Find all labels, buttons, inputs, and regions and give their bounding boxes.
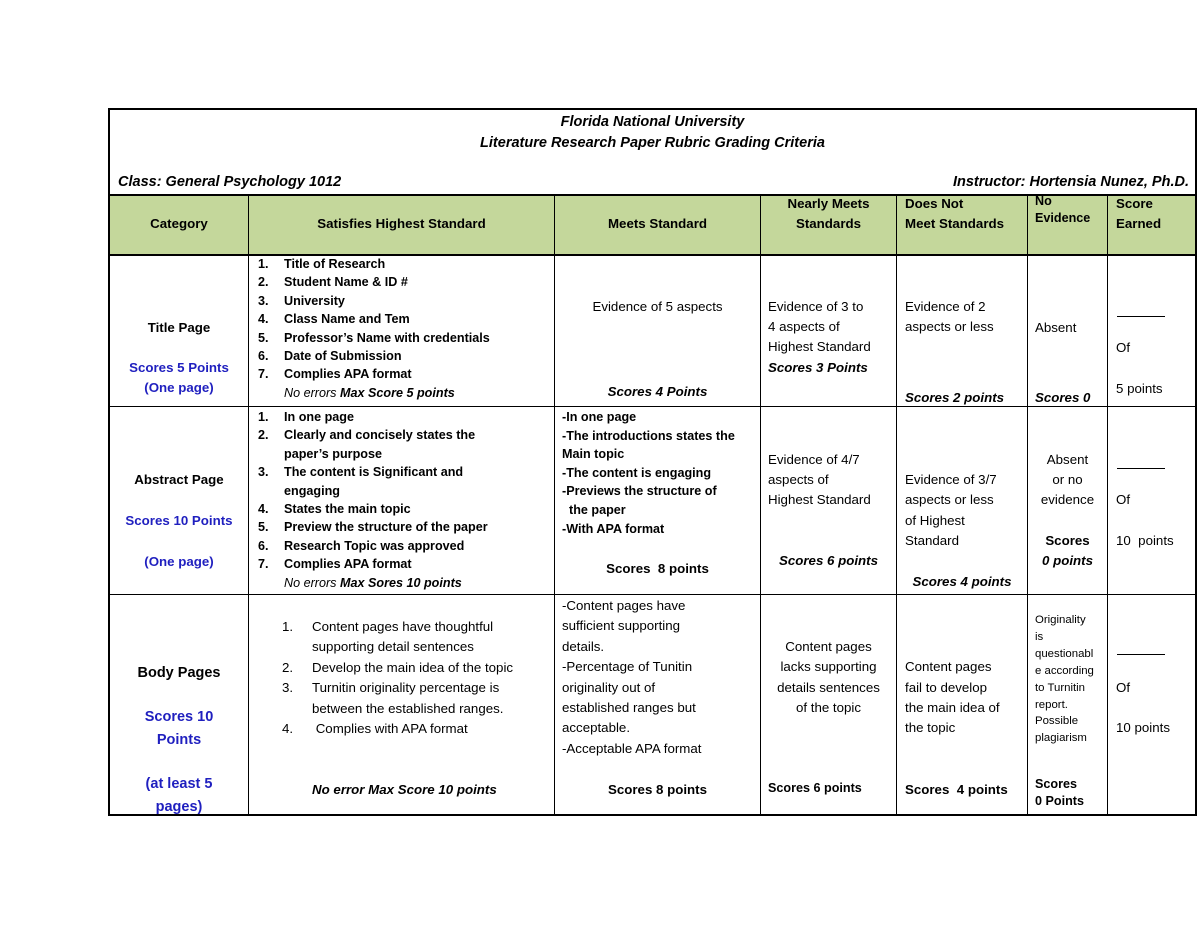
meets-list [562,408,735,538]
criteria-list [250,408,488,592]
noevidence-text: Absent [1035,320,1077,335]
nearly-score: Scores 6 points [778,553,879,568]
score-blank [1117,316,1165,317]
category-points: pages) [155,799,203,815]
noevidence-list [1035,612,1094,747]
meets-text: acceptable. [562,720,631,735]
meets-text: details. [562,639,605,654]
noevidence-text: Originality [1035,614,1086,626]
list-item: 1. In one page [258,410,354,424]
doesnot-text: of Highest [905,513,965,528]
nearly-text: 4 aspects of [768,319,840,334]
list-item: 3. The content is Significant and [258,465,464,480]
meets-text: the paper [562,502,626,517]
score-blank [1117,654,1165,655]
score-points: 5 points [1116,381,1163,396]
score-points: 10 points [1116,720,1170,735]
criteria-note: No error Max Score 10 points [312,782,497,797]
category-points: (One page) [144,380,214,395]
score-of: Of [1116,340,1131,355]
noevidence-score: 0 Points [1035,794,1084,808]
doesnot-score: Scores 4 points [912,574,1012,589]
header-nearly: Standards [795,216,862,231]
instructor-label: Instructor: Hortensia Nunez, Ph.D. [952,174,1189,190]
column-divider [1107,194,1108,814]
doesnot-text: the topic [905,720,956,735]
header-highest: Satisfies Highest Standard [317,216,486,231]
doesnot-text: fail to develop [905,680,988,695]
noevidence-text: Absent [1046,452,1089,467]
nearly-text: Highest Standard [768,492,871,507]
header-noevidence: Evidence [1035,211,1091,225]
nearly-text: details sentences [777,680,880,695]
list-item: 7. Complies APA format [258,557,412,572]
doesnot-text: Standard [905,533,959,548]
list-item: 2. Clearly and concisely states the [258,428,476,443]
meets-text: -The content is engaging [562,465,712,480]
header-nearly: Nearly Meets [787,196,870,211]
meets-score: Scores 4 Points [607,384,708,399]
meets-text: -The introductions states the [562,428,735,443]
rubric-table: Florida National University Literature Research Paper Rubric Grading Criteria Class: General Psychology 1012 Instructor: Hortensia Nunez, Ph.D. Category Satisfies Highest Standard Meets Standard Nearly Meets Standards Does Not Meet Standards No Evidence Score Earned Title Page Scores 5 Points (One page) 1. Title of Research 2. Student Name & ID # 3. University 4. Class Name and Tem 5. Professor’s Name with credentials 6. Date of Submission 7. Complies APA format No errors Max Score 5 points Evidence of 5 aspects Scores 4 Points Evidence of 3 to 4 aspects of Highest Standard Scores 3 Points Evidence of 2 aspects or less Scores 2 points Absent Scores 0 Of 5 points Abstract Page Scores 10 Points (One page) 1. In one page 2. Clearly and concisely states the paper’s purpose 3. The content is Significant and engaging 4. States the main topic 5. Preview the structure of the paper 6. Research Topic was approved 7. Complies APA format No errors Max Sores 10 points -In one page -The introductions states the Main topic -The content is engaging -Previews the structure of the paper -With APA format Scores 8 points Evidence of 4/7 aspects of Highest Standard Scores 6 points Evidence of 3/7 aspects or less of Highest Standard Scores 4 points Absent or no evidence Scores 0 points Of 10 points Body Pages Scores 10 Points (at least 5 pages) 1. Content pages have thoughtful supporting detail sentences 2. Develop the main idea of the topic 3. Turnitin originality percentage is between the established ranges. 4. Complies with APA format No error Max Score 10 points -Content pages have sufficient supporting details. -Percentage of Tunitin originality out of established ranges but acceptable. -Acceptable APA format Scores 8 points Content pages lacks supporting details sentences of the topic Scores 6 points Content pages fail to develop the main idea of the topic Scores 4 points Originality is questionabl e according to Turnitin report. Possible plagiarism Scores 0 Points Of 10 points [108,108,1197,816]
noevidence-text: or no [1052,472,1083,487]
nearly-score: Scores 6 points [768,781,862,795]
category-points: Scores 10 [144,709,214,725]
score-of: Of [1116,680,1131,695]
nearly-text: lacks supporting [780,659,877,674]
list-item: 5. Preview the structure of the paper [258,520,488,535]
row-divider [110,406,1195,407]
category-title: Abstract Page [134,472,224,487]
category-points: (One page) [144,554,214,569]
noevidence-text: is [1035,630,1044,643]
score-blank [1117,468,1165,469]
list-item: 4. States the main topic [258,502,411,517]
doesnot-text: Evidence of 3/7 [905,472,997,487]
noevidence-score: Scores [1045,533,1090,548]
list-item: 3. University [258,293,345,308]
category-title: Body Pages [137,665,221,681]
doesnot-text: Content pages [905,659,992,674]
header-score: Score [1116,196,1153,211]
column-divider [248,194,249,814]
noevidence-text: e according [1035,664,1094,677]
nearly-text: of the topic [795,700,862,715]
list-item: No errors Max Score 5 points [284,385,455,400]
nearly-text: Evidence of 4/7 [768,452,860,467]
meets-text: -In one page [562,410,637,424]
row-divider [110,594,1195,595]
nearly-text: Evidence of 3 to [768,299,864,314]
category-points: Points [156,732,202,748]
noevidence-score: Scores [1035,777,1078,791]
header-score: Earned [1116,216,1162,231]
list-item: 1. Title of Research [258,257,386,271]
doesnot-score: Scores 4 points [905,782,1008,797]
category-title: Title Page [147,320,211,335]
list-item: 4. Class Name and Tem [258,312,410,327]
nearly-score: Scores 3 Points [768,360,868,375]
meets-text: originality out of [562,680,656,695]
doesnot-text: the main idea of [905,700,1000,715]
noevidence-text: to Turnitin [1035,681,1086,694]
meets-text: -Content pages have [562,598,686,613]
score-of: Of [1116,492,1131,507]
doesnot-text: aspects or less [905,492,994,507]
meets-text: -Acceptable APA format [562,741,702,756]
meets-text: -Percentage of Tunitin [562,659,693,674]
nearly-text: Highest Standard [768,339,871,354]
category-points: Scores 10 Points [125,513,233,528]
noevidence-text: evidence [1040,492,1095,507]
header-meets: Meets Standard [607,216,707,231]
score-points: 10 points [1116,533,1174,548]
header-doesnot: Does Not [905,196,964,211]
class-label: Class: General Psychology 1012 [118,174,342,190]
header-noevidence: No [1035,194,1052,208]
doesnot-text: Evidence of 2 [905,299,986,314]
list-item: No errors Max Sores 10 points [284,575,462,590]
header-doesnot: Meet Standards [905,216,1005,231]
noevidence-text: Possible [1035,715,1079,728]
list-item: 6. Date of Submission [258,349,402,364]
meets-text: -With APA format [562,521,665,536]
list-item: engaging [284,483,340,498]
criteria-list [250,255,490,402]
meets-text: Main topic [562,447,625,462]
meets-text: established ranges but [562,700,696,715]
meets-text: -Previews the structure of [562,484,717,499]
noevidence-text: report. [1035,698,1068,711]
meets-score: Scores 8 points [606,561,709,576]
noevidence-text: plagiarism [1035,732,1087,745]
noevidence-score: Scores 0 [1035,390,1091,405]
nearly-text: Content pages [785,639,872,654]
header-category: Category [150,216,208,231]
doesnot-score: Scores 2 points [905,390,1005,405]
list-item: 6. Research Topic was approved [258,538,465,553]
meets-score: Scores 8 points [607,782,708,797]
category-points: Scores 5 Points [129,360,229,375]
university-title: Florida National University [560,114,745,130]
column-divider [760,194,761,814]
list-item: 7. Complies APA format [258,367,412,382]
doesnot-text: aspects or less [905,319,994,334]
list-item: paper’s purpose [284,446,382,461]
noevidence-text: questionabl [1035,647,1094,660]
list-item: 5. Professor’s Name with credentials [258,330,490,345]
list-item: 2. Student Name & ID # [258,275,408,290]
column-divider [896,194,897,814]
category-points: (at least 5 [145,776,213,792]
nearly-text: aspects of [768,472,829,487]
column-divider [554,194,555,814]
noevidence-score: 0 points [1042,553,1093,568]
meets-text: Evidence of 5 aspects [592,299,723,314]
meets-text: sufficient supporting [562,618,681,633]
rubric-subtitle: Literature Research Paper Rubric Grading Criteria [480,135,825,151]
